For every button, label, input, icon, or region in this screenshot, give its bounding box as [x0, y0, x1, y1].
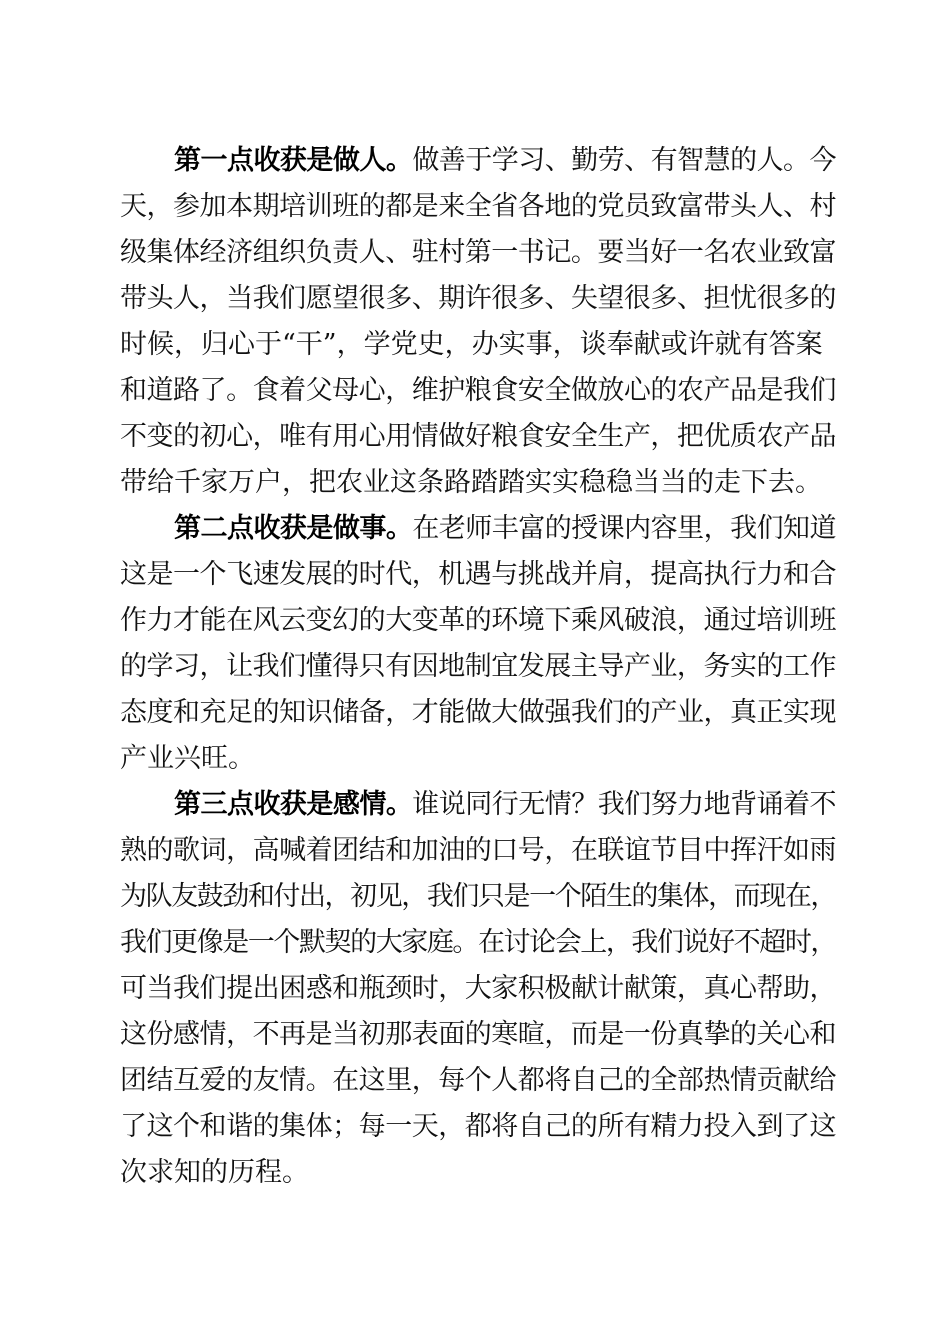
- paragraph-3-line-7: 团结互爱的友情。在这里，每个人都将自己的全部热情贡献给: [120, 1065, 837, 1096]
- paragraph-1-text: 做善于学习、勤劳、有智慧的人。今: [412, 145, 837, 176]
- paragraph-1-line-8: 带给千家万户，把农业这条路踏踏实实稳稳当当的走下去。: [120, 467, 822, 498]
- paragraph-1-line-7: 不变的初心，唯有用心用情做好粮食安全生产，把优质农产品: [120, 421, 837, 452]
- paragraph-3-line-2: 熟的歌词，高喊着团结和加油的口号，在联谊节目中挥汗如雨: [120, 835, 837, 866]
- paragraph-2-line-1: [174, 512, 836, 546]
- paragraph-1-line-1: [174, 144, 836, 178]
- paragraph-1-line-2: 天，参加本期培训班的都是来全省各地的党员致富带头人、村: [120, 191, 837, 222]
- paragraph-2-line-4: 的学习，让我们懂得只有因地制宜发展主导产业，务实的工作: [120, 651, 837, 682]
- paragraph-3-line-4: 我们更像是一个默契的大家庭。在讨论会上，我们说好不超时，: [120, 927, 836, 958]
- paragraph-1-line-5: 时候，归心于“干”，学党史，办实事，谈奉献或许就有答案: [120, 329, 823, 360]
- paragraph-1-heading: 第一点收获是做人。: [174, 145, 413, 176]
- paragraph-3-line-5: 可当我们提出困惑和瓶颈时，大家积极献计献策，真心帮助，: [120, 973, 837, 1004]
- paragraph-3-heading: 第三点收获是感情。: [174, 789, 413, 820]
- paragraph-2-line-3: 作力才能在风云变幻的大变革的环境下乘风破浪，通过培训班: [120, 605, 837, 636]
- paragraph-1-line-3: 级集体经济组织负责人、驻村第一书记。要当好一名农业致富: [120, 237, 837, 268]
- paragraph-1-line-6: 和道路了。食着父母心，维护粮食安全做放心的农产品是我们: [120, 375, 837, 406]
- paragraph-2-line-6: 产业兴旺。: [120, 743, 255, 774]
- paragraph-3-line-3: 为队友鼓劲和付出，初见，我们只是一个陌生的集体，而现在，: [120, 881, 836, 912]
- paragraph-2-text: 在老师丰富的授课内容里，我们知道: [412, 513, 837, 544]
- paragraph-2-heading: 第二点收获是做事。: [174, 513, 413, 544]
- paragraph-1-line-4: 带头人，当我们愿望很多、期许很多、失望很多、担忧很多的: [120, 283, 837, 314]
- paragraph-3-line-9: 次求知的历程。: [120, 1157, 309, 1188]
- paragraph-2-line-5: 态度和充足的知识储备，才能做大做强我们的产业，真正实现: [120, 697, 837, 728]
- paragraph-2-line-2: 这是一个飞速发展的时代，机遇与挑战并肩，提高执行力和合: [120, 559, 837, 590]
- paragraph-3-text: 谁说同行无情？我们努力地背诵着不: [412, 789, 837, 820]
- paragraph-3-line-6: 这份感情，不再是当初那表面的寒暄，而是一份真挚的关心和: [120, 1019, 837, 1050]
- paragraph-3-line-1: [174, 788, 836, 822]
- paragraph-3-line-8: 了这个和谐的集体；每一天，都将自己的所有精力投入到了这: [120, 1111, 837, 1142]
